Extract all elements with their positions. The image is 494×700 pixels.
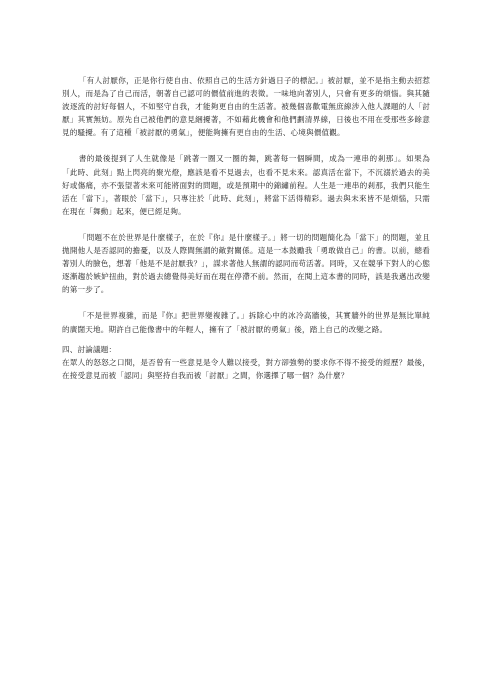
paragraph-courage-to-be-disliked: 「有人討厭你，正是你行使自由、依照自己的生活方針過日子的標記。」被討厭，並不是指主動去招惹別人，而是為了自己而活，朝著自己認可的價值前進的表徵。一味地向著別人，只會有更多的煩惱。與其隨波逐流的討好每個人，不如堅守自我，才能夠更自由的生活著。被幾個喜歡電無庶線涉入他人課題的人「討厭」其實無妨。原先自己被他們的意見綑擾著，不如藉此機會和他們劃清界線，日後也不用在受那些多餘意見的騷擾。有了這種「被討厭的勇氣」，便能夠擁有更自由的生活、心境與價值觀。 [62,76,430,138]
paragraph-living-in-the-moment: 書的最後提到了人生就像是「跳著一圈又一圈的舞，跳著每一個瞬間，成為一連串的剎那」。如果為「此時、此刻」點上閃亮的聚光燈，應該是看不見過去，也看不見未來。認真活在當下，不沉溺於過去的美好或傷痛，亦不張望著未來可能將面對的問題，或是預期中的錦繡前程。人生是一連串的剎那，我們只能生活在「當下」，著眼於「當下」，只專注於「此時、此刻」，將當下活得精彩。過去與未來皆不是煩惱，只需在現在「舞動」起來，便已經足夠。 [62,154,430,216]
section-title-discussion: 四、討論議題： [62,344,117,354]
document-page [62,74,430,382]
discussion-question: 在眾人的怒怒之口間，是否曾有一些意見是令人難以接受，對方卻強勢的要求你不得不接受的經歷？最後，在接受意見而被「認同」與堅持自我而被「討厭」之間，你選擇了哪一個？為什麼？ [62,357,430,380]
paragraph-world-not-complex: 「不是世界複雜，而是『你』把世界變複雜了。」拆除心中的冰冷高牆後，其實牆外的世界是無比單純的廣闊天地。期許自己能像書中的年輕人，擁有了「被討厭的勇氣」後，踏上自己的改變之路。 [62,311,430,334]
paragraph-problem-is-you: 「問題不在於世界是什麼樣子，在於『你』是什麼樣子。」將一切的問題簡化為「當下」的問題，並且拋開他人是否認同的擔憂，以及人際間無謂的敵對關係。這是一本鼓勵我「勇敢做自己」的書。以前，總看著別人的臉色，想著「他是不是討厭我？」，謀求著他人無謂的認同而苟活著。同時，又在競爭下對人的心態逐漸趨於嫉妒扭曲，對於過去總覺得美好而在現在停滯不前。然而，在閱上這本書的同時，該是我邁出改變的第一步了。 [62,232,430,295]
